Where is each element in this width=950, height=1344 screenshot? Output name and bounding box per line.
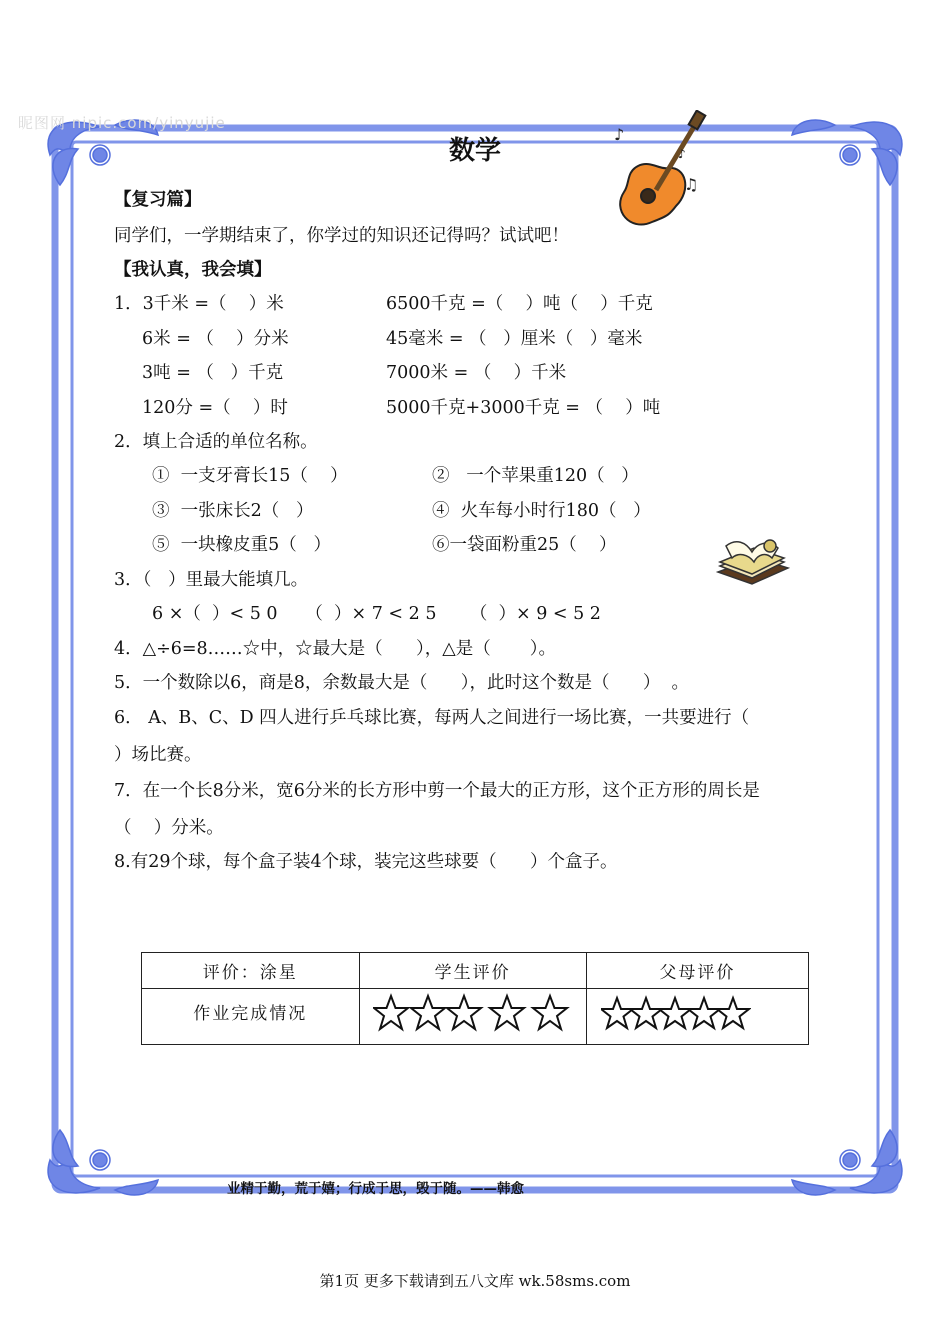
parent-star-5 [717,998,749,1028]
section-fill-heading: 【我认真，我会填】 [114,260,272,280]
q5-text: 5．一个数除以6，商是8，余数最大是（ ），此时这个数是（ ） 。 [114,673,690,693]
q7-text-line1: 7．在一个长8分米，宽6分米的长方形中剪一个最大的正方形，这个正方形的周长是 [114,781,760,801]
q1-row1-right: 6500千克 =（ ）吨（ ）千克 [386,294,653,314]
parent-stars [601,992,751,1036]
q2-item-2: ② 一个苹果重120（ ） [432,466,639,486]
svg-text:♪: ♪ [614,125,625,144]
q2-item-6: ⑥一袋面粉重25（ ） [432,535,617,555]
student-star-2 [411,996,445,1029]
section-review-heading: 【复习篇】 [114,190,202,210]
evaluation-row [142,989,809,1045]
q6-text-line1: 6． A、B、C、D 四人进行乒乓球比赛，每两人之间进行一场比赛，一共要进行（ [114,708,750,728]
q8-text: 8.有29个球，每个盒子装4个球，装完这些球要（ ）个盒子。 [114,852,618,872]
q6-text-line2: ）场比赛。 [114,745,202,765]
student-star-3 [447,996,481,1029]
watermark: 昵图网 nipic.com/yinyujie [18,114,226,132]
parent-star-3 [659,998,691,1028]
q1-row4-left: 120分 =（ ）时 [142,398,288,418]
q2-title: 2．填上合适的单位名称。 [114,432,318,452]
svg-text:♪: ♪ [678,147,686,161]
page-footer: 第1页 更多下载请到五八文库 wk.58sms.com [319,1272,631,1290]
q2-item-3: ③ 一张床长2（ ） [152,501,314,521]
q1-row3-left: 3吨 = （ ）千克 [142,363,284,383]
header-parent-rating: 父母评价 [586,953,808,989]
q2-item-5: ⑤ 一块橡皮重5（ ） [152,535,331,555]
parent-star-1 [601,998,633,1028]
q3-title: 3．（ ）里最大能填几。 [114,570,309,590]
student-stars [373,992,573,1036]
student-star-1 [374,996,408,1029]
header-student-rating: 学生评价 [359,953,586,989]
svg-text:♫: ♫ [684,175,699,194]
student-star-4 [490,996,524,1029]
q1-row2-right: 45毫米 = （ ）厘米（ ）毫米 [386,329,643,349]
parent-star-2 [630,998,662,1028]
q4-text: 4．△÷6=8……☆中，☆最大是（ ），△是（ ）。 [114,639,556,659]
q1-row4-right: 5000千克+3000千克 = （ ）吨 [386,398,661,418]
q3-items: 6 ×（ ）< 5 0 （ ）× 7 < 2 5 （ ）× 9 < 5 2 [152,604,601,624]
q1-row3-right: 7000米 = （ ）千米 [386,363,567,383]
row-label-homework: 作业完成情况 [142,989,360,1045]
q1-row2-left: 6米 = （ ）分米 [142,329,289,349]
evaluation-header-row [142,953,809,989]
guitar-icon [612,110,712,235]
intro-text: 同学们，一学期结束了，你学过的知识还记得吗？试试吧！ [114,226,569,246]
q2-item-4: ④ 火车每小时行180（ ） [432,501,651,521]
page-title: 数学 [448,136,501,166]
q7-text-line2: （ ）分米。 [114,818,224,838]
q1-row1-left: 1．3千米 =（ ）米 [114,294,284,314]
student-star-5 [533,996,567,1029]
parent-star-rating[interactable] [586,989,808,1045]
student-star-rating[interactable] [359,989,586,1045]
parent-star-4 [688,998,720,1028]
q2-item-1: ① 一支牙膏长15（ ） [152,466,348,486]
book-icon [712,532,792,592]
evaluation-table [141,952,809,1045]
quote-text: 业精于勤，荒于嬉；行成于思，毁于随。——韩愈 [227,1181,524,1197]
header-rating-method: 评价：涂星 [142,953,360,989]
